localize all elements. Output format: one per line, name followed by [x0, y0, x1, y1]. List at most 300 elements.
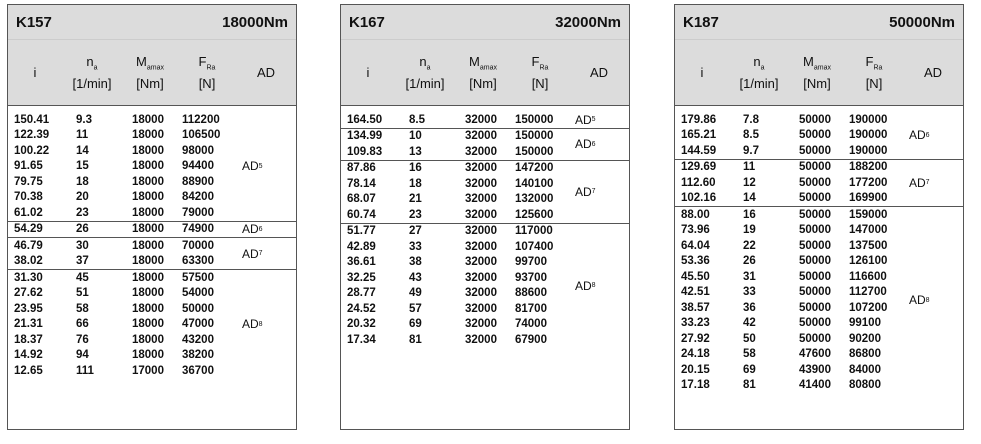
speed-cell: 81 — [409, 333, 422, 346]
torque-cell: 18000 — [132, 239, 164, 252]
table-row — [675, 378, 907, 394]
force-cell: 36700 — [182, 364, 214, 377]
speed-cell: 49 — [409, 287, 422, 300]
table-row — [675, 285, 907, 301]
speed-cell: 31 — [743, 270, 756, 283]
ratio-cell: 23.95 — [14, 302, 43, 315]
speed-cell: 26 — [743, 255, 756, 268]
torque-cell: 50000 — [799, 176, 831, 189]
table-row — [675, 362, 907, 378]
force-cell: 147000 — [849, 224, 888, 237]
speed-cell: 37 — [76, 255, 89, 268]
torque-cell: 18000 — [132, 255, 164, 268]
torque-cell: 32000 — [465, 130, 497, 143]
table-row — [8, 128, 240, 144]
force-cell: 112200 — [182, 113, 220, 126]
force-cell: 74000 — [515, 318, 547, 331]
torque-cell: 50000 — [799, 239, 831, 252]
force-cell: 50000 — [182, 302, 214, 315]
ad-label: AD 8 — [575, 278, 596, 293]
torque-cell: 18000 — [132, 302, 164, 315]
torque-cell: 32000 — [465, 271, 497, 284]
panel-title-bar — [675, 5, 963, 39]
speed-cell: 9.3 — [76, 113, 92, 126]
ratio-cell: 79.75 — [14, 175, 43, 188]
max-torque: 32000Nm — [555, 13, 621, 31]
panel-title-bar — [341, 5, 629, 39]
torque-cell: 32000 — [465, 256, 497, 269]
force-cell: 106500 — [182, 129, 221, 142]
force-cell: 84000 — [849, 363, 881, 376]
ratio-cell: 51.77 — [347, 225, 376, 238]
table-row — [341, 332, 573, 348]
ratio-cell: 20.15 — [681, 363, 710, 376]
speed-cell: 43 — [409, 271, 422, 284]
table-row — [8, 174, 240, 190]
speed-cell: 94 — [76, 349, 89, 362]
ad-group — [8, 270, 296, 379]
ratio-cell: 109.83 — [347, 145, 383, 158]
table-row — [8, 332, 240, 348]
header-fra: $F_{Ra}$ [N] — [198, 54, 216, 91]
table-row — [341, 192, 573, 208]
ad-group — [675, 112, 963, 160]
speed-cell: 51 — [76, 287, 89, 300]
force-cell: 107200 — [849, 301, 888, 314]
speed-cell: 111 — [76, 364, 94, 377]
header-mamax: $M_{amax}$ [Nm] — [136, 54, 164, 91]
speed-cell: 12 — [743, 176, 756, 189]
table-row — [341, 129, 573, 145]
table-row — [341, 301, 573, 317]
ad-label: AD 7 — [242, 246, 263, 261]
speed-cell: 18 — [409, 177, 422, 190]
speed-cell: 23 — [76, 206, 89, 219]
ad-group — [341, 129, 629, 161]
ratio-cell: 27.92 — [681, 332, 710, 345]
force-cell: 93700 — [515, 271, 547, 284]
ratio-cell: 164.50 — [347, 113, 383, 126]
column-headers — [675, 39, 963, 106]
model-name: K167 — [349, 13, 385, 31]
ratio-cell: 33.23 — [681, 317, 710, 330]
panel-title-bar — [8, 5, 296, 39]
torque-cell: 50000 — [799, 286, 831, 299]
force-cell: 150000 — [515, 130, 554, 143]
table-row — [675, 223, 907, 239]
ratio-cell: 61.02 — [14, 206, 43, 219]
header-fra: $F_{Ra}$ [N] — [531, 54, 549, 91]
ad-label: AD 8 — [909, 293, 930, 307]
speed-cell: 14 — [743, 192, 756, 205]
speed-cell: 23 — [409, 208, 422, 221]
ad-group — [341, 224, 629, 348]
force-cell: 86800 — [849, 348, 881, 361]
force-cell: 126100 — [849, 255, 888, 268]
speed-cell: 13 — [409, 145, 422, 158]
ad-group — [8, 238, 296, 270]
ratio-cell: 100.22 — [14, 144, 50, 157]
force-cell: 99100 — [849, 317, 881, 330]
table-row — [8, 238, 240, 254]
force-cell: 67900 — [515, 333, 547, 346]
header-i: i — [366, 65, 370, 80]
speed-cell: 14 — [76, 144, 89, 157]
force-cell: 125600 — [515, 208, 554, 221]
ratio-cell: 165.21 — [681, 129, 717, 142]
speed-cell: 45 — [76, 271, 89, 284]
force-cell: 132000 — [515, 193, 554, 206]
force-cell: 190000 — [849, 113, 888, 126]
speed-cell: 33 — [409, 240, 422, 253]
force-cell: 54000 — [182, 287, 214, 300]
ratio-cell: 21.31 — [14, 318, 43, 331]
torque-cell: 50000 — [799, 161, 831, 174]
speed-cell: 81 — [743, 379, 756, 392]
table-row — [675, 347, 907, 363]
table-body — [341, 106, 629, 348]
max-torque: 50000Nm — [889, 13, 955, 31]
ratio-cell: 18.37 — [14, 333, 43, 346]
table-row — [8, 270, 240, 286]
speed-cell: 69 — [743, 363, 756, 376]
torque-cell: 32000 — [465, 162, 497, 175]
table-row — [675, 300, 907, 316]
column-headers — [8, 39, 296, 106]
table-row — [675, 269, 907, 285]
speed-cell: 33 — [743, 286, 756, 299]
torque-cell: 18000 — [132, 333, 164, 346]
speed-cell: 58 — [76, 302, 89, 315]
ad-label: AD 7 — [909, 175, 930, 190]
force-cell: 117000 — [515, 225, 553, 238]
ratio-cell: 42.51 — [681, 286, 710, 299]
table-row — [341, 112, 573, 128]
speed-cell: 58 — [743, 348, 756, 361]
force-cell: 140100 — [515, 177, 554, 190]
ratio-cell: 60.74 — [347, 208, 376, 221]
header-ad: AD — [589, 65, 609, 80]
spec-panel-k187 — [674, 4, 964, 430]
ratio-cell: 32.25 — [347, 271, 376, 284]
ad-group — [675, 207, 963, 393]
force-cell: 43200 — [182, 333, 214, 346]
ratio-cell: 46.79 — [14, 239, 43, 252]
speed-cell: 7.8 — [743, 113, 759, 126]
torque-cell: 32000 — [465, 302, 497, 315]
ratio-cell: 129.69 — [681, 161, 717, 174]
table-row — [8, 317, 240, 333]
ratio-cell: 64.04 — [681, 239, 710, 252]
speed-cell: 11 — [743, 161, 756, 174]
table-row — [675, 254, 907, 270]
table-row — [675, 143, 907, 159]
speed-cell: 20 — [76, 191, 89, 204]
force-cell: 70000 — [182, 239, 214, 252]
table-row — [8, 254, 240, 270]
force-cell: 94400 — [182, 160, 214, 173]
header-mamax: $M_{amax}$ [Nm] — [469, 54, 497, 91]
table-row — [341, 161, 573, 177]
torque-cell: 18000 — [132, 271, 164, 284]
table-row — [8, 159, 240, 175]
header-fra: $F_{Ra}$ [N] — [865, 54, 883, 91]
table-body — [675, 106, 963, 393]
torque-cell: 18000 — [132, 318, 164, 331]
force-cell: 107400 — [515, 240, 554, 253]
speed-cell: 76 — [76, 333, 89, 346]
column-headers — [341, 39, 629, 106]
table-row — [341, 270, 573, 286]
speed-cell: 9.7 — [743, 144, 759, 157]
speed-cell: 11 — [76, 129, 89, 142]
force-cell: 81700 — [515, 302, 547, 315]
force-cell: 63300 — [182, 255, 214, 268]
torque-cell: 32000 — [465, 208, 497, 221]
ratio-cell: 122.39 — [14, 129, 50, 142]
header-na: $n_a$ [1/min] — [405, 54, 445, 91]
speed-cell: 27 — [409, 225, 422, 238]
speed-cell: 18 — [76, 175, 89, 188]
table-row — [8, 143, 240, 159]
speed-cell: 30 — [76, 239, 89, 252]
table-row — [341, 207, 573, 223]
speed-cell: 10 — [409, 130, 422, 143]
ratio-cell: 54.29 — [14, 223, 43, 236]
torque-cell: 18000 — [132, 206, 164, 219]
ratio-cell: 144.59 — [681, 144, 717, 157]
ad-group — [8, 222, 296, 239]
ad-label: AD 5 — [575, 112, 596, 127]
model-name: K157 — [16, 13, 52, 31]
ratio-cell: 68.07 — [347, 193, 376, 206]
table-row — [341, 317, 573, 333]
force-cell: 57500 — [182, 271, 214, 284]
header-i: i — [700, 65, 704, 80]
table-row — [341, 255, 573, 271]
force-cell: 147200 — [515, 162, 554, 175]
speed-cell: 42 — [743, 317, 756, 330]
force-cell: 88600 — [515, 287, 547, 300]
torque-cell: 50000 — [799, 270, 831, 283]
table-row — [341, 176, 573, 192]
table-row — [8, 363, 240, 379]
torque-cell: 18000 — [132, 129, 164, 142]
force-cell: 150000 — [515, 113, 554, 126]
header-i: i — [33, 65, 37, 80]
speed-cell: 36 — [743, 301, 756, 314]
ad-group — [341, 112, 629, 129]
torque-cell: 18000 — [132, 287, 164, 300]
force-cell: 38200 — [182, 349, 214, 362]
torque-cell: 41400 — [799, 379, 831, 392]
model-name: K187 — [683, 13, 719, 31]
table-row — [675, 128, 907, 144]
speed-cell: 16 — [743, 208, 756, 221]
ad-label: AD 6 — [909, 128, 930, 143]
header-na: $n_a$ [1/min] — [739, 54, 779, 91]
ratio-cell: 27.62 — [14, 287, 43, 300]
torque-cell: 32000 — [465, 318, 497, 331]
force-cell: 177200 — [849, 176, 888, 189]
ratio-cell: 38.02 — [14, 255, 43, 268]
torque-cell: 18000 — [132, 175, 164, 188]
torque-cell: 50000 — [799, 317, 831, 330]
torque-cell: 50000 — [799, 113, 831, 126]
header-mamax: $M_{amax}$ [Nm] — [803, 54, 831, 91]
force-cell: 150000 — [515, 145, 554, 158]
force-cell: 90200 — [849, 332, 881, 345]
ratio-cell: 24.18 — [681, 348, 710, 361]
ratio-cell: 87.86 — [347, 162, 376, 175]
torque-cell: 32000 — [465, 240, 497, 253]
torque-cell: 50000 — [799, 301, 831, 314]
speed-cell: 57 — [409, 302, 422, 315]
speed-cell: 22 — [743, 239, 756, 252]
ratio-cell: 45.50 — [681, 270, 710, 283]
force-cell: 80800 — [849, 379, 881, 392]
ratio-cell: 24.52 — [347, 302, 376, 315]
torque-cell: 18000 — [132, 191, 164, 204]
table-row — [675, 316, 907, 332]
ad-label: AD 8 — [242, 317, 263, 332]
ratio-cell: 150.41 — [14, 113, 50, 126]
ad-label: AD 6 — [575, 137, 596, 151]
torque-cell: 50000 — [799, 224, 831, 237]
speed-cell: 8.5 — [743, 129, 759, 142]
force-cell: 79000 — [182, 206, 214, 219]
torque-cell: 50000 — [799, 129, 831, 142]
ad-label: AD 6 — [242, 222, 263, 237]
ratio-cell: 36.61 — [347, 256, 376, 269]
speed-cell: 8.5 — [409, 113, 425, 126]
spec-panel-k167 — [340, 4, 630, 430]
torque-cell: 18000 — [132, 113, 164, 126]
force-cell: 112700 — [849, 286, 887, 299]
torque-cell: 43900 — [799, 363, 831, 376]
torque-cell: 17000 — [132, 364, 164, 377]
ratio-cell: 53.36 — [681, 255, 710, 268]
table-row — [8, 190, 240, 206]
torque-cell: 50000 — [799, 255, 831, 268]
spec-panel-k157 — [7, 4, 297, 430]
ratio-cell: 102.16 — [681, 192, 717, 205]
force-cell: 137500 — [849, 239, 888, 252]
table-row — [675, 238, 907, 254]
torque-cell: 32000 — [465, 225, 497, 238]
force-cell: 169900 — [849, 192, 888, 205]
torque-cell: 18000 — [132, 349, 164, 362]
ratio-cell: 28.77 — [347, 287, 376, 300]
force-cell: 88900 — [182, 175, 214, 188]
ratio-cell: 20.32 — [347, 318, 376, 331]
ratio-cell: 42.89 — [347, 240, 376, 253]
table-row — [8, 205, 240, 221]
force-cell: 190000 — [849, 129, 888, 142]
speed-cell: 26 — [76, 223, 89, 236]
table-row — [8, 301, 240, 317]
header-na: $n_a$ [1/min] — [72, 54, 112, 91]
ratio-cell: 38.57 — [681, 301, 710, 314]
table-row — [341, 239, 573, 255]
table-row — [341, 286, 573, 302]
ratio-cell: 78.14 — [347, 177, 376, 190]
ratio-cell: 14.92 — [14, 349, 43, 362]
table-row — [8, 348, 240, 364]
torque-cell: 47600 — [799, 348, 831, 361]
ad-label: AD 7 — [575, 184, 596, 199]
ad-label: AD 5 — [242, 159, 263, 174]
table-row — [341, 144, 573, 160]
torque-cell: 50000 — [799, 144, 831, 157]
table-body — [8, 106, 296, 379]
force-cell: 74900 — [182, 223, 214, 236]
ratio-cell: 17.18 — [681, 379, 710, 392]
speed-cell: 69 — [409, 318, 422, 331]
ad-group — [8, 112, 296, 222]
force-cell: 188200 — [849, 161, 888, 174]
speed-cell: 15 — [76, 160, 89, 173]
force-cell: 99700 — [515, 256, 547, 269]
table-row — [675, 331, 907, 347]
torque-cell: 50000 — [799, 192, 831, 205]
ratio-cell: 73.96 — [681, 224, 710, 237]
speed-cell: 38 — [409, 256, 422, 269]
table-row — [8, 112, 240, 128]
force-cell: 190000 — [849, 144, 888, 157]
ratio-cell: 31.30 — [14, 271, 43, 284]
ratio-cell: 17.34 — [347, 333, 376, 346]
force-cell: 116600 — [849, 270, 887, 283]
ad-group — [675, 160, 963, 208]
table-row — [675, 191, 907, 207]
torque-cell: 18000 — [132, 223, 164, 236]
speed-cell: 21 — [409, 193, 422, 206]
header-ad: AD — [256, 65, 276, 80]
torque-cell: 32000 — [465, 177, 497, 190]
ratio-cell: 179.86 — [681, 113, 717, 126]
ratio-cell: 91.65 — [14, 160, 43, 173]
force-cell: 98000 — [182, 144, 214, 157]
table-row — [8, 286, 240, 302]
ratio-cell: 70.38 — [14, 191, 43, 204]
table-row — [8, 222, 240, 238]
speed-cell: 16 — [409, 162, 422, 175]
force-cell: 47000 — [182, 318, 214, 331]
ratio-cell: 88.00 — [681, 208, 710, 221]
table-row — [675, 160, 907, 176]
torque-cell: 50000 — [799, 208, 831, 221]
speed-cell: 66 — [76, 318, 89, 331]
header-ad: AD — [923, 65, 943, 80]
speed-cell: 19 — [743, 224, 756, 237]
torque-cell: 32000 — [465, 145, 497, 158]
torque-cell: 32000 — [465, 193, 497, 206]
force-cell: 84200 — [182, 191, 214, 204]
table-row — [675, 207, 907, 223]
ratio-cell: 134.99 — [347, 130, 383, 143]
table-row — [675, 175, 907, 191]
ratio-cell: 112.60 — [681, 176, 716, 189]
torque-cell: 18000 — [132, 160, 164, 173]
torque-cell: 32000 — [465, 287, 497, 300]
ratio-cell: 12.65 — [14, 364, 43, 377]
force-cell: 159000 — [849, 208, 888, 221]
table-row — [675, 112, 907, 128]
ad-group — [341, 161, 629, 224]
torque-cell: 18000 — [132, 144, 164, 157]
torque-cell: 50000 — [799, 332, 831, 345]
